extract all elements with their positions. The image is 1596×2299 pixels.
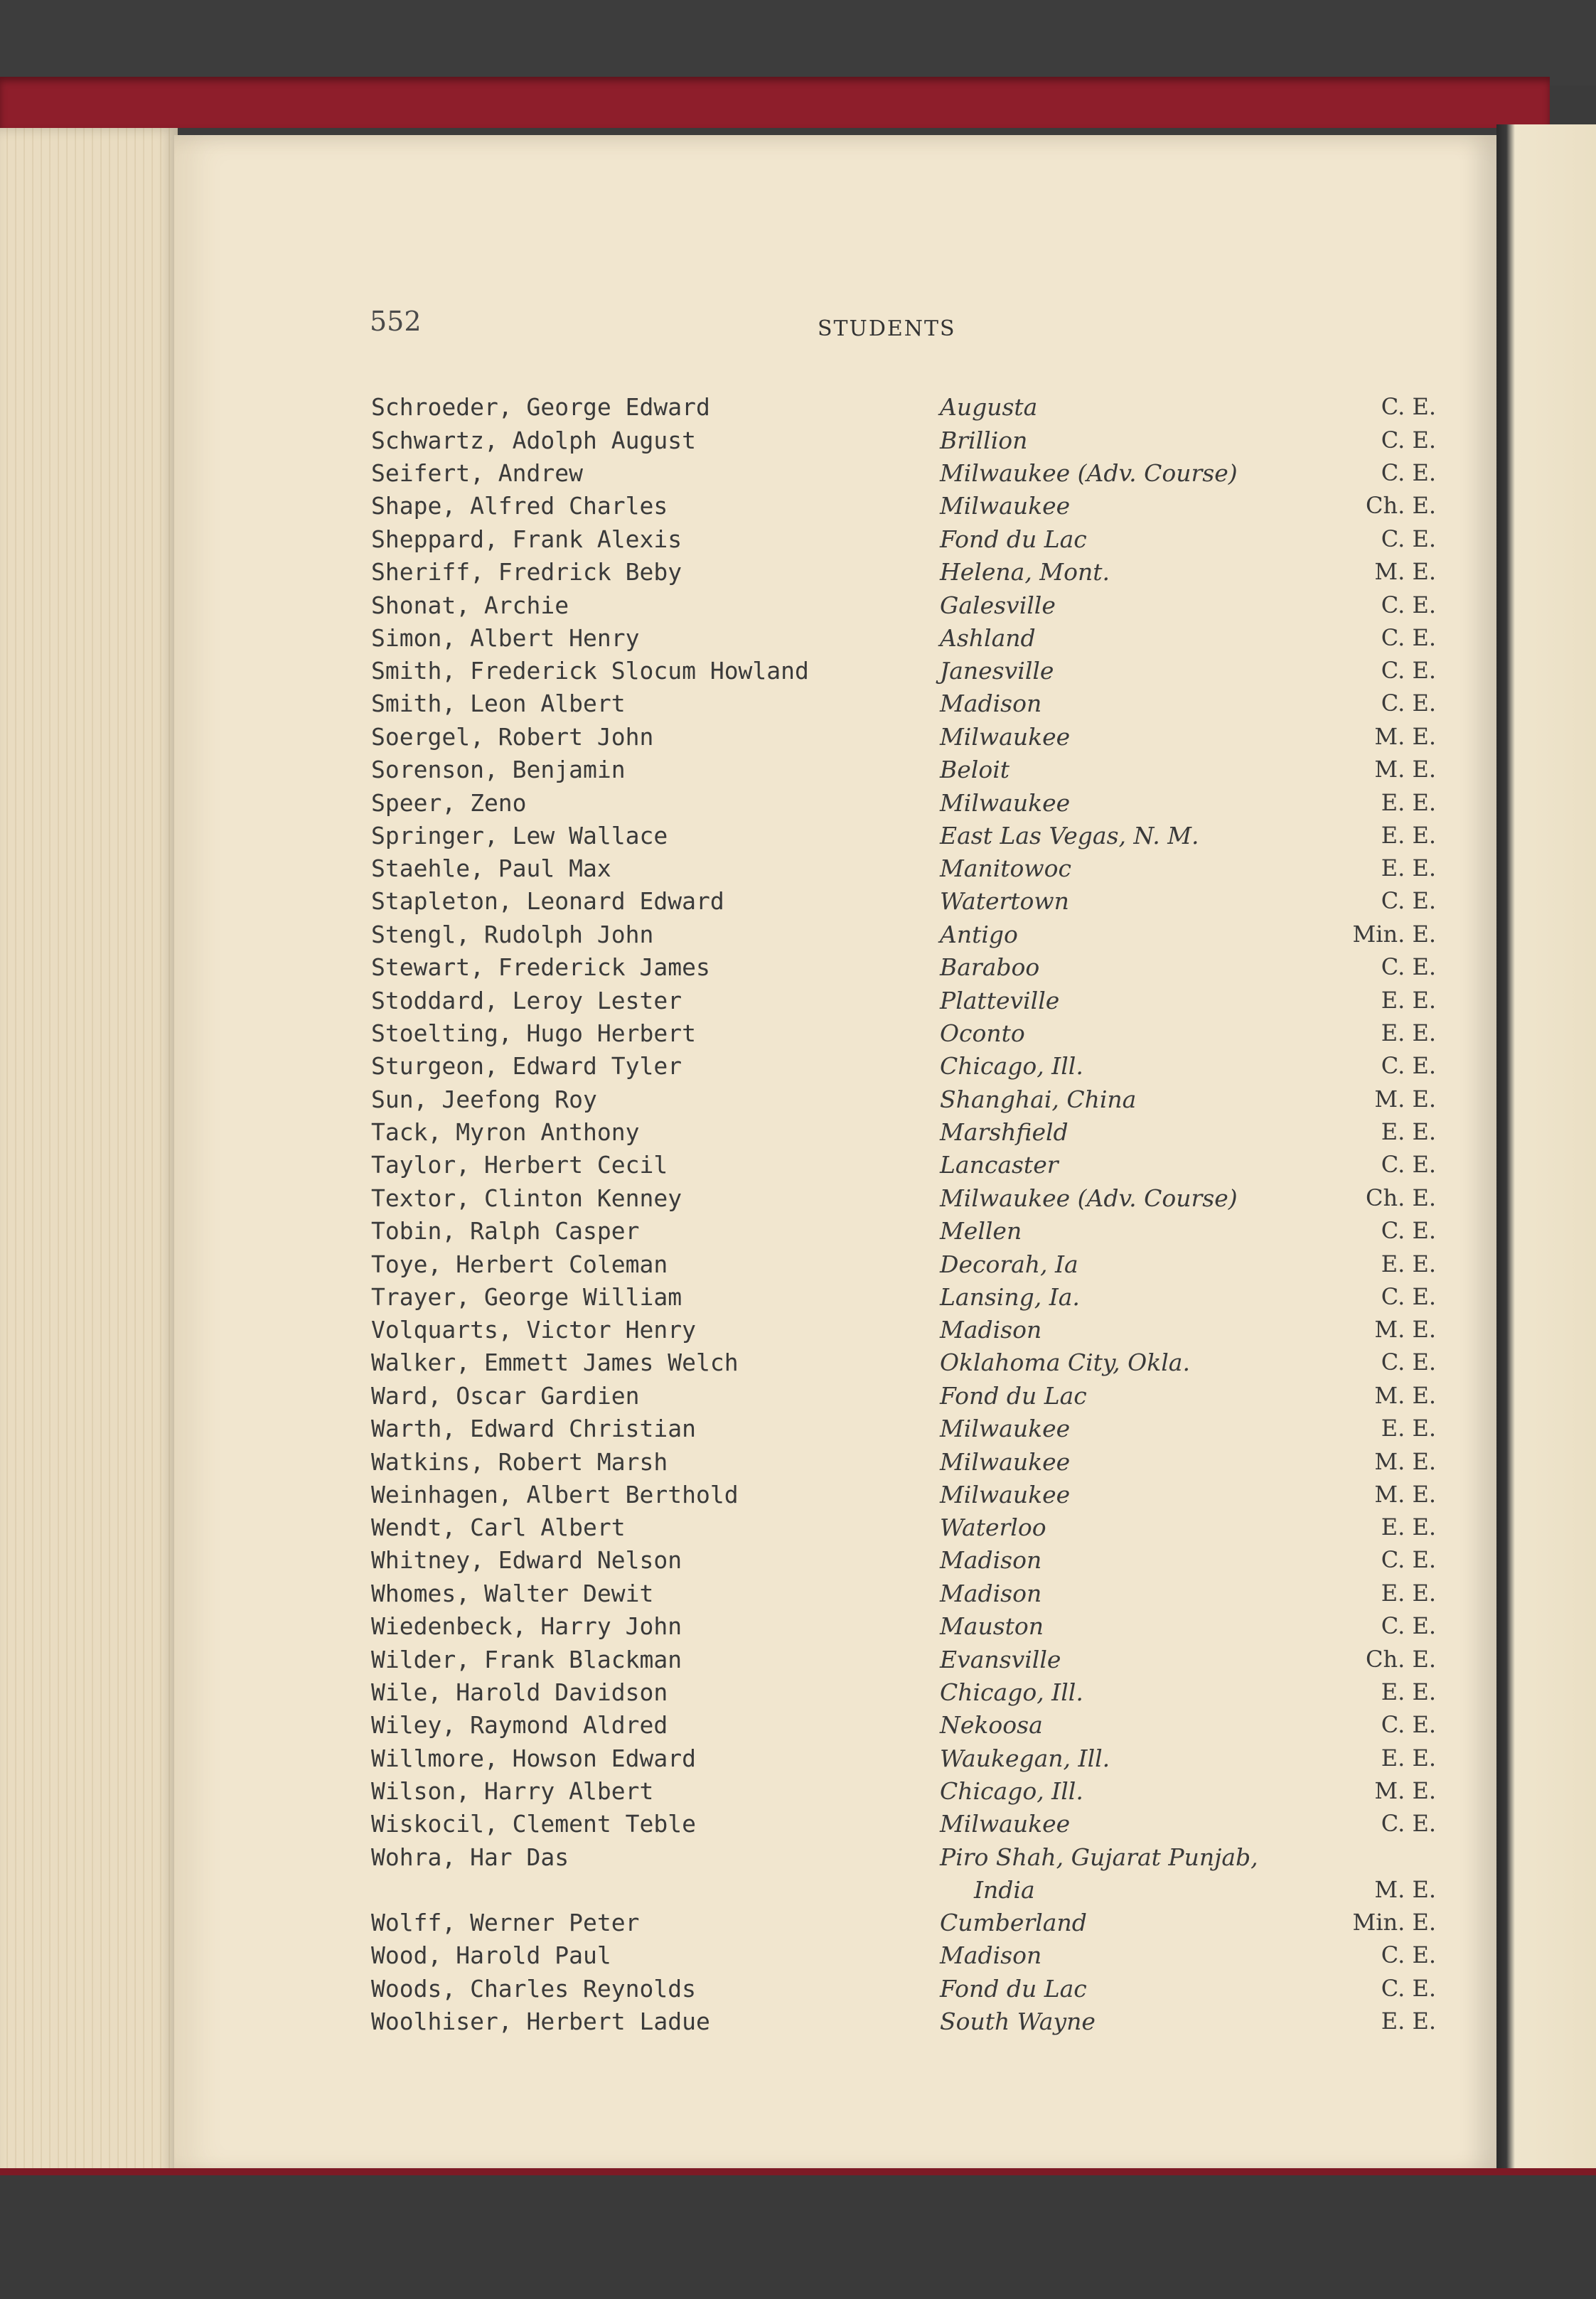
student-name: Stoelting, Hugo Herbert	[371, 1019, 696, 1047]
student-course: E. E.	[1381, 1019, 1436, 1046]
student-row	[0, 921, 1596, 953]
student-row	[0, 887, 1596, 920]
student-row	[0, 1876, 1596, 1909]
student-town: Madison	[940, 1941, 1042, 1969]
student-town: East Las Vegas, N. M.	[940, 822, 1199, 850]
student-row	[0, 953, 1596, 986]
student-name: Trayer, George William	[371, 1283, 682, 1311]
student-row	[0, 657, 1596, 690]
student-course: M. E.	[1374, 1481, 1436, 1508]
student-row	[0, 393, 1596, 426]
student-course: E. E.	[1381, 1250, 1436, 1277]
student-town: Fond du Lac	[940, 525, 1087, 553]
student-name: Textor, Clinton Kenney	[371, 1184, 682, 1212]
student-name: Walker, Emmett James Welch	[371, 1349, 739, 1376]
student-town: Madison	[940, 1546, 1042, 1574]
student-course: C. E.	[1381, 1217, 1436, 1244]
student-name: Wohra, Har Das	[371, 1843, 569, 1871]
student-name: Stoddard, Leroy Lester	[371, 987, 682, 1014]
page-number: 552	[370, 306, 422, 337]
student-name: Schwartz, Adolph August	[371, 427, 696, 454]
student-course: E. E.	[1381, 987, 1436, 1014]
student-row	[0, 2008, 1596, 2040]
student-town: South Wayne	[940, 2008, 1096, 2035]
student-course: M. E.	[1374, 756, 1436, 783]
student-course: M. E.	[1374, 1777, 1436, 1804]
student-town: Cumberland	[940, 1909, 1087, 1936]
student-course: C. E.	[1381, 393, 1436, 420]
student-row	[0, 1283, 1596, 1316]
student-course: Ch. E.	[1366, 492, 1436, 519]
student-row	[0, 1612, 1596, 1645]
student-course: M. E.	[1374, 558, 1436, 585]
student-town: Shanghai, China	[940, 1086, 1137, 1113]
student-row	[0, 1382, 1596, 1415]
student-name: Sturgeon, Edward Tyler	[371, 1052, 682, 1080]
student-course: C. E.	[1381, 953, 1436, 980]
student-course: C. E.	[1381, 1941, 1436, 1968]
student-town: Fond du Lac	[940, 1382, 1087, 1410]
student-name: Sun, Jeefong Roy	[371, 1086, 597, 1113]
student-town: Milwaukee	[940, 1415, 1071, 1442]
student-town: Mellen	[940, 1217, 1022, 1245]
student-name: Wiley, Raymond Aldred	[371, 1711, 668, 1739]
student-name: Wile, Harold Davidson	[371, 1678, 668, 1706]
student-town: Helena, Mont.	[940, 558, 1110, 586]
student-course: E. E.	[1381, 1118, 1436, 1145]
student-name: Warth, Edward Christian	[371, 1415, 696, 1442]
student-row	[0, 1481, 1596, 1513]
student-name: Wendt, Carl Albert	[371, 1513, 626, 1541]
student-row	[0, 1513, 1596, 1546]
student-row	[0, 789, 1596, 822]
student-town: Augusta	[940, 393, 1038, 421]
student-town: Oconto	[940, 1019, 1025, 1047]
student-row	[0, 1448, 1596, 1481]
student-row	[0, 1250, 1596, 1283]
student-town: Manitowoc	[940, 854, 1071, 882]
student-course: M. E.	[1374, 723, 1436, 750]
student-name: Sheriff, Fredrick Beby	[371, 558, 682, 586]
student-name: Springer, Lew Wallace	[371, 822, 668, 850]
student-row	[0, 723, 1596, 756]
student-row	[0, 1349, 1596, 1381]
student-name: Sheppard, Frank Alexis	[371, 525, 682, 553]
student-row	[0, 1810, 1596, 1843]
student-town: Lancaster	[940, 1151, 1059, 1179]
student-course: C. E.	[1381, 1975, 1436, 2002]
student-course: C. E.	[1381, 459, 1436, 486]
student-row	[0, 1316, 1596, 1349]
student-town: Antigo	[940, 921, 1018, 948]
student-row	[0, 1646, 1596, 1678]
student-name: Wood, Harold Paul	[371, 1941, 611, 1969]
student-row	[0, 492, 1596, 525]
student-name: Shonat, Archie	[371, 591, 569, 619]
student-row	[0, 1546, 1596, 1579]
student-course: Ch. E.	[1366, 1184, 1436, 1211]
student-town: Mauston	[940, 1612, 1044, 1640]
student-town: Chicago, Ill.	[940, 1777, 1083, 1805]
student-row	[0, 1975, 1596, 2008]
student-name: Willmore, Howson Edward	[371, 1745, 696, 1772]
student-course: C. E.	[1381, 427, 1436, 454]
student-row	[0, 427, 1596, 459]
student-name: Stengl, Rudolph John	[371, 921, 654, 948]
student-row	[0, 1184, 1596, 1217]
student-course: C. E.	[1381, 1349, 1436, 1376]
student-course: E. E.	[1381, 1745, 1436, 1772]
student-course: C. E.	[1381, 591, 1436, 618]
student-name: Tack, Myron Anthony	[371, 1118, 640, 1146]
student-town: Waukegan, Ill.	[940, 1745, 1110, 1772]
student-name: Stapleton, Leonard Edward	[371, 887, 724, 915]
student-course: E. E.	[1381, 2008, 1436, 2035]
student-course: Min. E.	[1352, 1909, 1436, 1936]
student-name: Sorenson, Benjamin	[371, 756, 626, 783]
student-course: C. E.	[1381, 690, 1436, 717]
student-name: Weinhagen, Albert Berthold	[371, 1481, 739, 1508]
student-name: Wiedenbeck, Harry John	[371, 1612, 682, 1640]
student-name: Wiskocil, Clement Teble	[371, 1810, 696, 1838]
student-row	[0, 459, 1596, 492]
student-name: Smith, Frederick Slocum Howland	[371, 657, 809, 685]
student-course: M. E.	[1374, 1316, 1436, 1343]
student-name: Soergel, Robert John	[371, 723, 654, 751]
student-row	[0, 1118, 1596, 1151]
student-name: Watkins, Robert Marsh	[371, 1448, 668, 1476]
student-course: E. E.	[1381, 1415, 1436, 1442]
student-town: Milwaukee	[940, 1810, 1071, 1838]
student-course: C. E.	[1381, 657, 1436, 684]
student-row	[0, 1415, 1596, 1447]
student-name: Woods, Charles Reynolds	[371, 1975, 696, 2003]
student-row	[0, 1711, 1596, 1744]
student-course: E. E.	[1381, 854, 1436, 881]
student-town: Chicago, Ill.	[940, 1678, 1083, 1706]
student-town: Milwaukee (Adv. Course)	[940, 1184, 1238, 1212]
student-row	[0, 1745, 1596, 1777]
student-name: Volquarts, Victor Henry	[371, 1316, 696, 1344]
student-town: Milwaukee (Adv. Course)	[940, 459, 1238, 487]
student-row	[0, 1052, 1596, 1085]
student-town: Chicago, Ill.	[940, 1052, 1083, 1080]
student-course: C. E.	[1381, 1052, 1436, 1079]
student-row	[0, 690, 1596, 722]
student-town: Fond du Lac	[940, 1975, 1087, 2003]
student-row	[0, 1019, 1596, 1052]
student-row	[0, 756, 1596, 788]
student-town: Milwaukee	[940, 1448, 1071, 1476]
student-town: Madison	[940, 690, 1042, 717]
student-name: Tobin, Ralph Casper	[371, 1217, 640, 1245]
student-row	[0, 591, 1596, 624]
running-head: STUDENTS	[818, 316, 956, 341]
student-row	[0, 1941, 1596, 1974]
student-name: Taylor, Herbert Cecil	[371, 1151, 668, 1179]
student-row	[0, 854, 1596, 887]
student-town: Madison	[940, 1580, 1042, 1607]
student-town: Piro Shah, Gujarat Punjab,	[940, 1843, 1258, 1871]
student-town: Madison	[940, 1316, 1042, 1344]
student-town: Decorah, Ia	[940, 1250, 1078, 1278]
student-town: Brillion	[940, 427, 1028, 454]
student-town: Oklahoma City, Okla.	[940, 1349, 1190, 1376]
student-course: C. E.	[1381, 1711, 1436, 1738]
student-course: E. E.	[1381, 1678, 1436, 1705]
student-name: Staehle, Paul Max	[371, 854, 611, 882]
student-course: Min. E.	[1352, 921, 1436, 948]
student-town: Marshfield	[940, 1118, 1069, 1146]
student-course: E. E.	[1381, 789, 1436, 816]
student-town-continued: India	[974, 1876, 1035, 1904]
student-name: Seifert, Andrew	[371, 459, 584, 487]
student-town: Milwaukee	[940, 1481, 1071, 1508]
student-course: M. E.	[1374, 1876, 1436, 1903]
student-row	[0, 525, 1596, 558]
student-town: Milwaukee	[940, 492, 1071, 520]
student-row	[0, 1580, 1596, 1612]
student-name: Woolhiser, Herbert Ladue	[371, 2008, 710, 2035]
student-course: M. E.	[1374, 1086, 1436, 1113]
student-course: C. E.	[1381, 624, 1436, 651]
student-course: C. E.	[1381, 1810, 1436, 1837]
student-row	[0, 1086, 1596, 1118]
student-town: Galesville	[940, 591, 1056, 619]
student-row	[0, 624, 1596, 657]
student-course: E. E.	[1381, 1580, 1436, 1607]
student-row	[0, 558, 1596, 591]
student-course: M. E.	[1374, 1382, 1436, 1409]
student-row	[0, 1678, 1596, 1711]
student-town: Milwaukee	[940, 789, 1071, 817]
student-name: Wolff, Werner Peter	[371, 1909, 640, 1936]
student-course: E. E.	[1381, 822, 1436, 849]
student-name: Simon, Albert Henry	[371, 624, 640, 652]
student-row	[0, 822, 1596, 854]
student-name: Schroeder, George Edward	[371, 393, 710, 421]
student-town: Watertown	[940, 887, 1069, 915]
student-town: Janesville	[940, 657, 1054, 685]
student-name: Whomes, Walter Dewit	[371, 1580, 654, 1607]
student-town: Lansing, Ia.	[940, 1283, 1080, 1311]
student-name: Ward, Oscar Gardien	[371, 1382, 640, 1410]
student-town: Evansville	[940, 1646, 1061, 1673]
student-row	[0, 1909, 1596, 1941]
student-name: Stewart, Frederick James	[371, 953, 710, 981]
student-course: Ch. E.	[1366, 1646, 1436, 1673]
student-town: Milwaukee	[940, 723, 1071, 751]
student-row	[0, 1151, 1596, 1184]
student-name: Smith, Leon Albert	[371, 690, 626, 717]
student-name: Speer, Zeno	[371, 789, 527, 817]
student-town: Ashland	[940, 624, 1036, 652]
student-course: C. E.	[1381, 887, 1436, 914]
student-row	[0, 987, 1596, 1019]
student-course: C. E.	[1381, 1612, 1436, 1639]
student-name: Wilson, Harry Albert	[371, 1777, 654, 1805]
student-course: E. E.	[1381, 1513, 1436, 1540]
student-row	[0, 1843, 1596, 1876]
student-name: Whitney, Edward Nelson	[371, 1546, 682, 1574]
student-row	[0, 1217, 1596, 1250]
student-course: C. E.	[1381, 525, 1436, 552]
student-row	[0, 1777, 1596, 1810]
student-course: C. E.	[1381, 1151, 1436, 1178]
student-town: Nekoosa	[940, 1711, 1043, 1739]
student-name: Wilder, Frank Blackman	[371, 1646, 682, 1673]
student-course: M. E.	[1374, 1448, 1436, 1475]
student-course: C. E.	[1381, 1546, 1436, 1573]
student-town: Baraboo	[940, 953, 1040, 981]
student-name: Toye, Herbert Coleman	[371, 1250, 668, 1278]
student-course: C. E.	[1381, 1283, 1436, 1310]
student-town: Waterloo	[940, 1513, 1046, 1541]
student-name: Shape, Alfred Charles	[371, 492, 668, 520]
student-town: Beloit	[940, 756, 1010, 783]
student-town: Platteville	[940, 987, 1060, 1014]
